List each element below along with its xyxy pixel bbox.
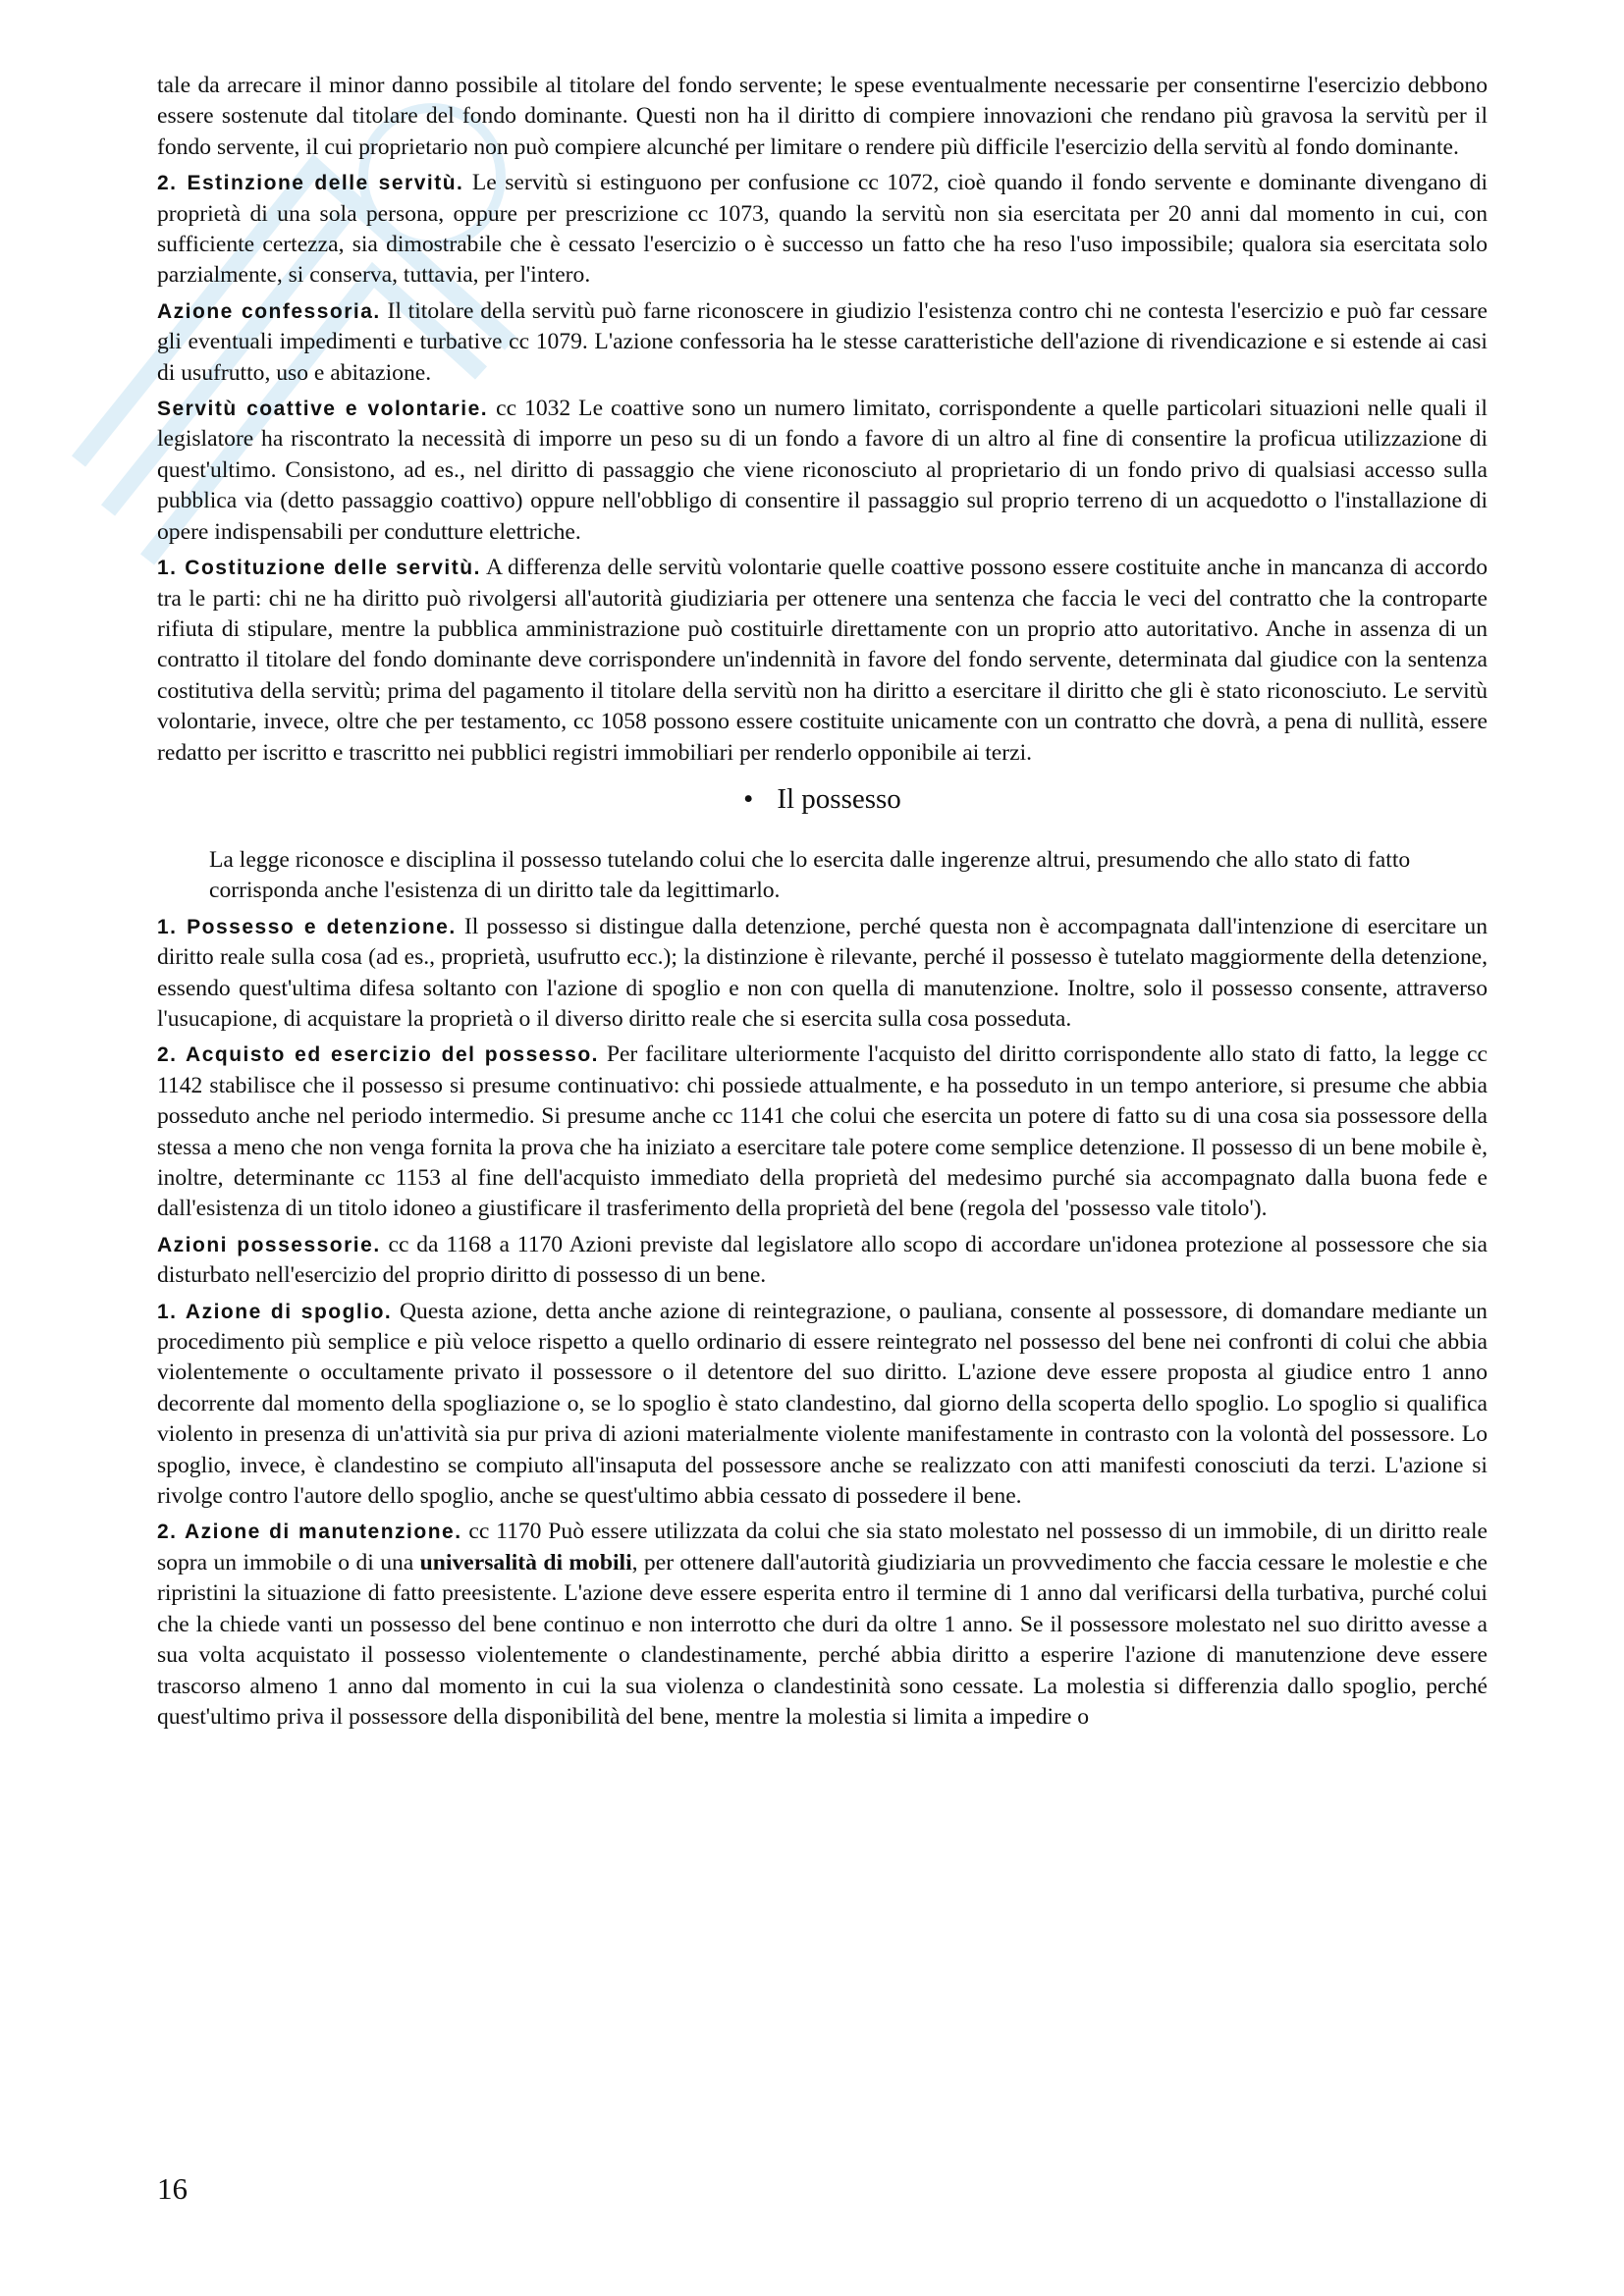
page-number: 16 — [157, 2171, 188, 2206]
bullet-icon: • — [743, 782, 754, 815]
paragraph: 1. Azione di spoglio. Questa azione, detta anche azione di reintegrazione, o pauliana, consente al possessore, di domandare mediante un procedimento più semplice e più veloce rispetto a quello ordinario di essere reintegrato nel possesso del bene nei confronti di colui che abbia violentemente o occultamente privato il possessore o il detentore del suo diritto. L'azione deve essere proposta al giudice entro 1 anno decorrente dal momento della spogliazione o, se lo spoglio è stato clandestino, dal giorno della scoperta dello spoglio. Lo spoglio si qualifica violento in presenza di un'attività sia pur priva di azioni materialmente violente manifestamente in contrasto con la volontà del possessore. Lo spoglio, invece, è clandestino se compiuto all'insaputa del possessore anche se realizzato con atti manifesti conosciuti da terzi. L'azione si rivolge contro l'autore dello spoglio, anche se quest'ultimo abbia cessato di possedere il bene. — [157, 1298, 1488, 1510]
paragraph: Azioni possessorie. cc da 1168 a 1170 Azioni previste dal legislatore allo scopo di accordare un'idonea protezione al possessore che sia disturbato nell'esercizio del proprio diritto di possesso di un bene. — [157, 1231, 1488, 1289]
document-body — [157, 71, 1488, 1737]
paragraph-heading: Azione confessoria. — [157, 299, 381, 323]
paragraph-heading: 2. Azione di manutenzione. — [157, 1521, 462, 1544]
paragraph-heading: 1. Azione di spoglio. — [157, 1300, 393, 1323]
paragraph-heading: 2. Estinzione delle servitù. — [157, 172, 464, 195]
paragraph-heading: Servitù coattive e volontarie. — [157, 398, 489, 421]
bold-term: universalità di mobili — [419, 1549, 632, 1575]
paragraph: 1. Possesso e detenzione. Il possesso si distingue dalla detenzione, perché questa non è accompagnata dall'intenzione di esercitare un diritto reale sulla cosa (ad es., proprietà, usufrutto ecc.); la distinzione è rilevante, perché il possesso è tutelato maggiormente della detenzione, essendo quest'ultima difesa soltanto con l'azione di spoglio e non con quella di manutenzione. Inoltre, solo il possesso consente, attraverso l'usucapione, di acquistare la proprietà o il diverso diritto reale che si esercita sulla cosa posseduta. — [157, 913, 1488, 1032]
paragraph: 2. Acquisto ed esercizio del possesso. Per facilitare ulteriormente l'acquisto del diritto corrispondente allo stato di fatto, la legge cc 1142 stabilisce che il possesso si presume continuativo: chi possiede attualmente, e ha posseduto in un tempo anteriore, si presume che abbia posseduto anche nel periodo intermedio. Si presume anche cc 1141 che colui che esercita un potere di fatto su di una cosa sia possessore della stessa a meno che non venga fornita la prova che ha iniziato a esercitare tale potere come semplice detenzione. Il possesso di un bene mobile è, inoltre, determinante cc 1153 al fine dell'acquisto immediato della proprietà del medesimo purché sia accompagnato dalla buona fede e dall'esistenza di un titolo idoneo a giustificare il trasferimento della proprietà del bene (regola del 'possesso vale titolo'). — [157, 1041, 1488, 1222]
paragraph-heading: 2. Acquisto ed esercizio del possesso. — [157, 1043, 599, 1067]
paragraph: 2. Estinzione delle servitù. Le servitù si estinguono per confusione cc 1072, cioè quando il fondo servente e dominante divengano di proprietà di una sola persona, oppure per prescrizione cc 1073, quando la servitù non sia esercitata per 20 anni dal momento in cui, con sufficiente certezza, sia dimostrabile che è cessato l'esercizio o è successo un fatto che ha reso l'uso impossibile; qualora sia esercitata solo parzialmente, si conserva, tuttavia, per l'intero. — [157, 170, 1488, 289]
paragraph: Servitù coattive e volontarie. cc 1032 Le coattive sono un numero limitato, corrispondente a quelle particolari situazioni nelle quali il legislatore ha riscontrato la necessità di imporre un peso su di un fondo a favore di un altro al fine di consentire la proficua utilizzazione di quest'ultimo. Consistono, ad es., nel diritto di passaggio che viene riconosciuto al proprietario di un fondo privo di qualsiasi accesso sulla pubblica via (detto passaggio coattivo) oppure nell'obbligo di consentire il passaggio sul proprio terreno di un acquedotto o l'installazione di opere indispensabili per condutture elettriche. — [157, 396, 1488, 545]
paragraph: 2. Azione di manutenzione. cc 1170 Può essere utilizzata da colui che sia stato molestato nel possesso di un immobile, di un diritto reale sopra un immobile o di una universalità di mobili, per ottenere dall'autorità giudiziaria un provvedimento che faccia cessare le molestie e che ripristini la situazione di fatto preesistente. L'azione deve essere esperita entro il termine di 1 anno dal verificarsi della turbativa, purché colui che la chiede vanti un possesso del bene continuo e non interrotto che duri da oltre 1 anno. Se il possessore molestato nel suo diritto avesse a sua volta acquistato il possesso violentemente o clandestinamente, perché abbia diritto a esperire l'azione di manutenzione deve essere trascorso almeno 1 anno dal momento in cui la sua violenza o clandestinità sono cessate. La molestia si differenzia dallo spoglio, perché quest'ultimo priva il possessore della disponibilità del bene, mentre la molestia si limita a impedire o — [157, 1519, 1489, 1730]
paragraph: 1. Costituzione delle servitù. A differenza delle servitù volontarie quelle coattive possono essere costituite anche in mancanza di accordo tra le parti: chi ne ha diritto può rivolgersi all'autorità giudiziaria per ottenere una sentenza che faccia le veci del contratto che la controparte rifiuta di stipulare, mentre la pubblica amministrazione può costituirle direttamente con un proprio atto autoritativo. Anche in assenza di un contratto il titolare del fondo dominante deve corrispondere un'indennità in favore del fondo servente, determinata dal giudice con la sentenza costitutiva della servitù; prima del pagamento il titolare della servitù non ha diritto a esercitare il diritto che gli è stato riconosciuto. Le servitù volontarie, invece, oltre che per testamento, cc 1058 possono essere costituite unicamente con un contratto che dovrà, a pena di nullità, essere redatto per iscritto e trascritto nei pubblici registri immobiliari per renderlo opponibile ai terzi. — [157, 555, 1488, 766]
section-intro: La legge riconosce e disciplina il possesso tutelando colui che lo esercita dalle ingerenze altrui, presumendo che allo stato di fatto corrisponda anche l'esistenza di un diritto tale da legittimarlo. — [209, 846, 1411, 904]
paragraph: Azione confessoria. Il titolare della servitù può farne riconoscere in giudizio l'esistenza contro chi ne contesta l'esercizio e può far cessare gli eventuali impedimenti e turbative cc 1079. L'azione confessoria ha le stesse caratteristiche dell'azione di rivendicazione e si estende ai casi di usufrutto, uso e abitazione. — [157, 297, 1488, 386]
section-title: • Il possesso — [743, 782, 901, 815]
paragraph: tale da arrecare il minor danno possibile al titolare del fondo servente; le spese eventualmente necessarie per consentirne l'esercizio debbono essere sostenute dal titolare del fondo dominante. Questi non ha il diritto di compiere innovazioni che rendano più gravosa la servitù per il fondo servente, il cui proprietario non può compiere alcunché per limitare o rendere più difficile l'esercizio della servitù al fondo dominante. — [157, 73, 1488, 160]
paragraph-heading: 1. Costituzione delle servitù. — [157, 557, 481, 580]
paragraph-heading: Azioni possessorie. — [157, 1233, 381, 1256]
paragraph-heading: 1. Possesso e detenzione. — [157, 915, 457, 938]
